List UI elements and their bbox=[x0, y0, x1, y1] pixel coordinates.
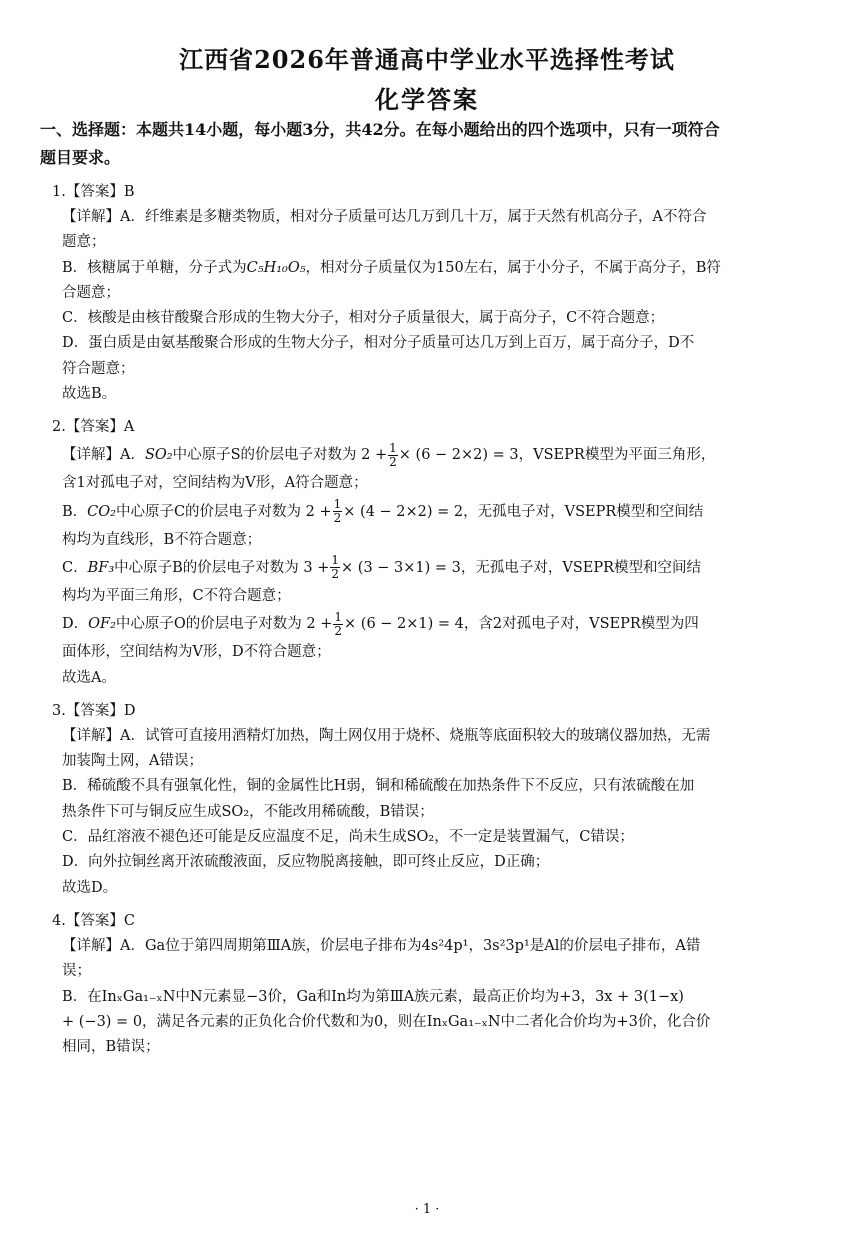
explanation-line: D．蛋白质是由氨基酸聚合形成的生物大分子，相对分子质量可达几万到上百万，属于高分子，D不 bbox=[62, 335, 695, 352]
answer-content bbox=[40, 116, 812, 1060]
explanation-line: 构均为直线形，B不符合题意； bbox=[62, 531, 262, 548]
explanation-line: 含1对孤电子对，空间结构为V形，A符合题意； bbox=[62, 475, 368, 492]
conclusion-line: 故选A。 bbox=[62, 669, 116, 686]
explanation-line: + (−3) = 0，满足各元素的正负化合价代数和为0，则在InₓGa₁₋ₓN中二者化合价均为+3价，化合价 bbox=[62, 1013, 711, 1030]
explanation-line: D．向外拉铜丝离开浓硫酸液面，反应物脱离接触，即可终止反应，D正确； bbox=[62, 854, 550, 871]
explanation-line: 面体形，空间结构为V形，D不符合题意； bbox=[62, 644, 331, 661]
explanation-line: C．BF₃中心原子B的价层电子对数为 3 + $\frac{1}{2}$ × (3 − 3×1) = 3，无孤电子对，VSEPR模型和空间结 bbox=[62, 553, 702, 582]
formula: CO₂ bbox=[87, 503, 116, 520]
fraction: $\frac{1}{2}$ bbox=[333, 497, 342, 526]
answer-label: 2.【答案】A bbox=[52, 419, 135, 436]
answer-label: 1.【答案】B bbox=[52, 184, 135, 200]
explanation-line: 符合题意； bbox=[62, 360, 135, 377]
explanation-line: D．OF₂中心原子O的价层电子对数为 2 + $\frac{1}{2}$ × (6 − 2×1) = 4，含2对孤电子对，VSEPR模型为四 bbox=[62, 609, 699, 638]
explanation-line: C．品红溶液不褪色还可能是反应温度不足，尚未生成SO₂，不一定是装置漏气，C错误； bbox=[62, 829, 634, 846]
fraction: $\frac{1}{2}$ bbox=[331, 553, 340, 582]
explanation-line: 热条件下可与铜反应生成SO₂，不能改用稀硫酸，B错误； bbox=[62, 803, 434, 820]
explanation-line: 加装陶土网，A错误； bbox=[62, 753, 203, 770]
conclusion-line: 故选D。 bbox=[62, 879, 118, 896]
formula: SO₂ bbox=[144, 447, 173, 464]
explanation-line: 题意； bbox=[62, 234, 106, 251]
explanation-line: B．在InₓGa₁₋ₓN中N元素显−3价，Ga和In均为第ⅢA族元素，最高正价均为+3，3x + 3(1−x) bbox=[62, 988, 684, 1005]
question-1 bbox=[40, 180, 812, 407]
explanation-line: 构均为平面三角形，C不符合题意； bbox=[62, 587, 291, 604]
page-number: · 1 · bbox=[414, 1202, 440, 1217]
explanation-line: 【详解】A．Ga位于第四周期第ⅢA族，价层电子排布为4s²4p¹，3s²3p¹是Al的价层电子排布，A错 bbox=[62, 937, 701, 954]
explanation-line: 误； bbox=[62, 963, 91, 980]
explanation-line: B．核糖属于单糖，分子式为C₅H₁₀O₅，相对分子质量仅为150左右，属于小分子，不属于高分子，B符 bbox=[62, 259, 721, 276]
conclusion-line: 故选B。 bbox=[62, 386, 117, 403]
explanation-line: B．CO₂中心原子C的价层电子对数为 2 + $\frac{1}{2}$ × (4 − 2×2) = 2，无孤电子对，VSEPR模型和空间结 bbox=[62, 497, 704, 526]
explanation-line: B．稀硫酸不具有强氧化性，铜的金属性比H弱，铜和稀硫酸在加热条件下不反应，只有浓硫酸在加 bbox=[62, 778, 695, 795]
formula: OF₂ bbox=[88, 616, 116, 633]
page-subtitle: 化学答案 bbox=[375, 85, 479, 114]
explanation-line: 相同，B错误； bbox=[62, 1039, 160, 1056]
explanation-line: C．核酸是由核苷酸聚合形成的生物大分子，相对分子质量很大，属于高分子，C不符合题意； bbox=[62, 310, 665, 327]
section-heading: 一、选择题：本题共14小题，每小题3分，共42分。在每小题给出的四个选项中，只有一项符合 题目要求。 bbox=[40, 120, 720, 167]
answer-label: 3.【答案】D bbox=[52, 702, 136, 719]
answer-label: 4.【答案】C bbox=[52, 912, 135, 929]
explanation-line: 【详解】A．试管可直接用酒精灯加热，陶土网仅用于烧杯、烧瓶等底面积较大的玻璃仪器加热，无需 bbox=[62, 727, 711, 744]
explanation-line: 合题意； bbox=[62, 284, 120, 301]
question-3 bbox=[40, 699, 812, 901]
explanation-line: 【详解】A．纤维素是多糖类物质，相对分子质量可达几万到几十万，属于天然有机高分子，A不符合 bbox=[62, 209, 707, 225]
page-title: 江西省2026年普通高中学业水平选择性考试 bbox=[179, 45, 675, 74]
question-2 bbox=[40, 415, 812, 690]
formula: C₅H₁₀O₅ bbox=[246, 259, 306, 276]
question-4 bbox=[40, 909, 812, 1060]
formula: BF₃ bbox=[87, 559, 115, 576]
fraction: $\frac{1}{2}$ bbox=[334, 609, 343, 638]
fraction: $\frac{1}{2}$ bbox=[389, 440, 397, 469]
explanation-line: 【详解】A．SO₂中心原子S的价层电子对数为 2 + $\frac{1}{2}$ × (6 − 2×2) = 3，VSEPR模型为平面三角形， bbox=[62, 440, 716, 469]
